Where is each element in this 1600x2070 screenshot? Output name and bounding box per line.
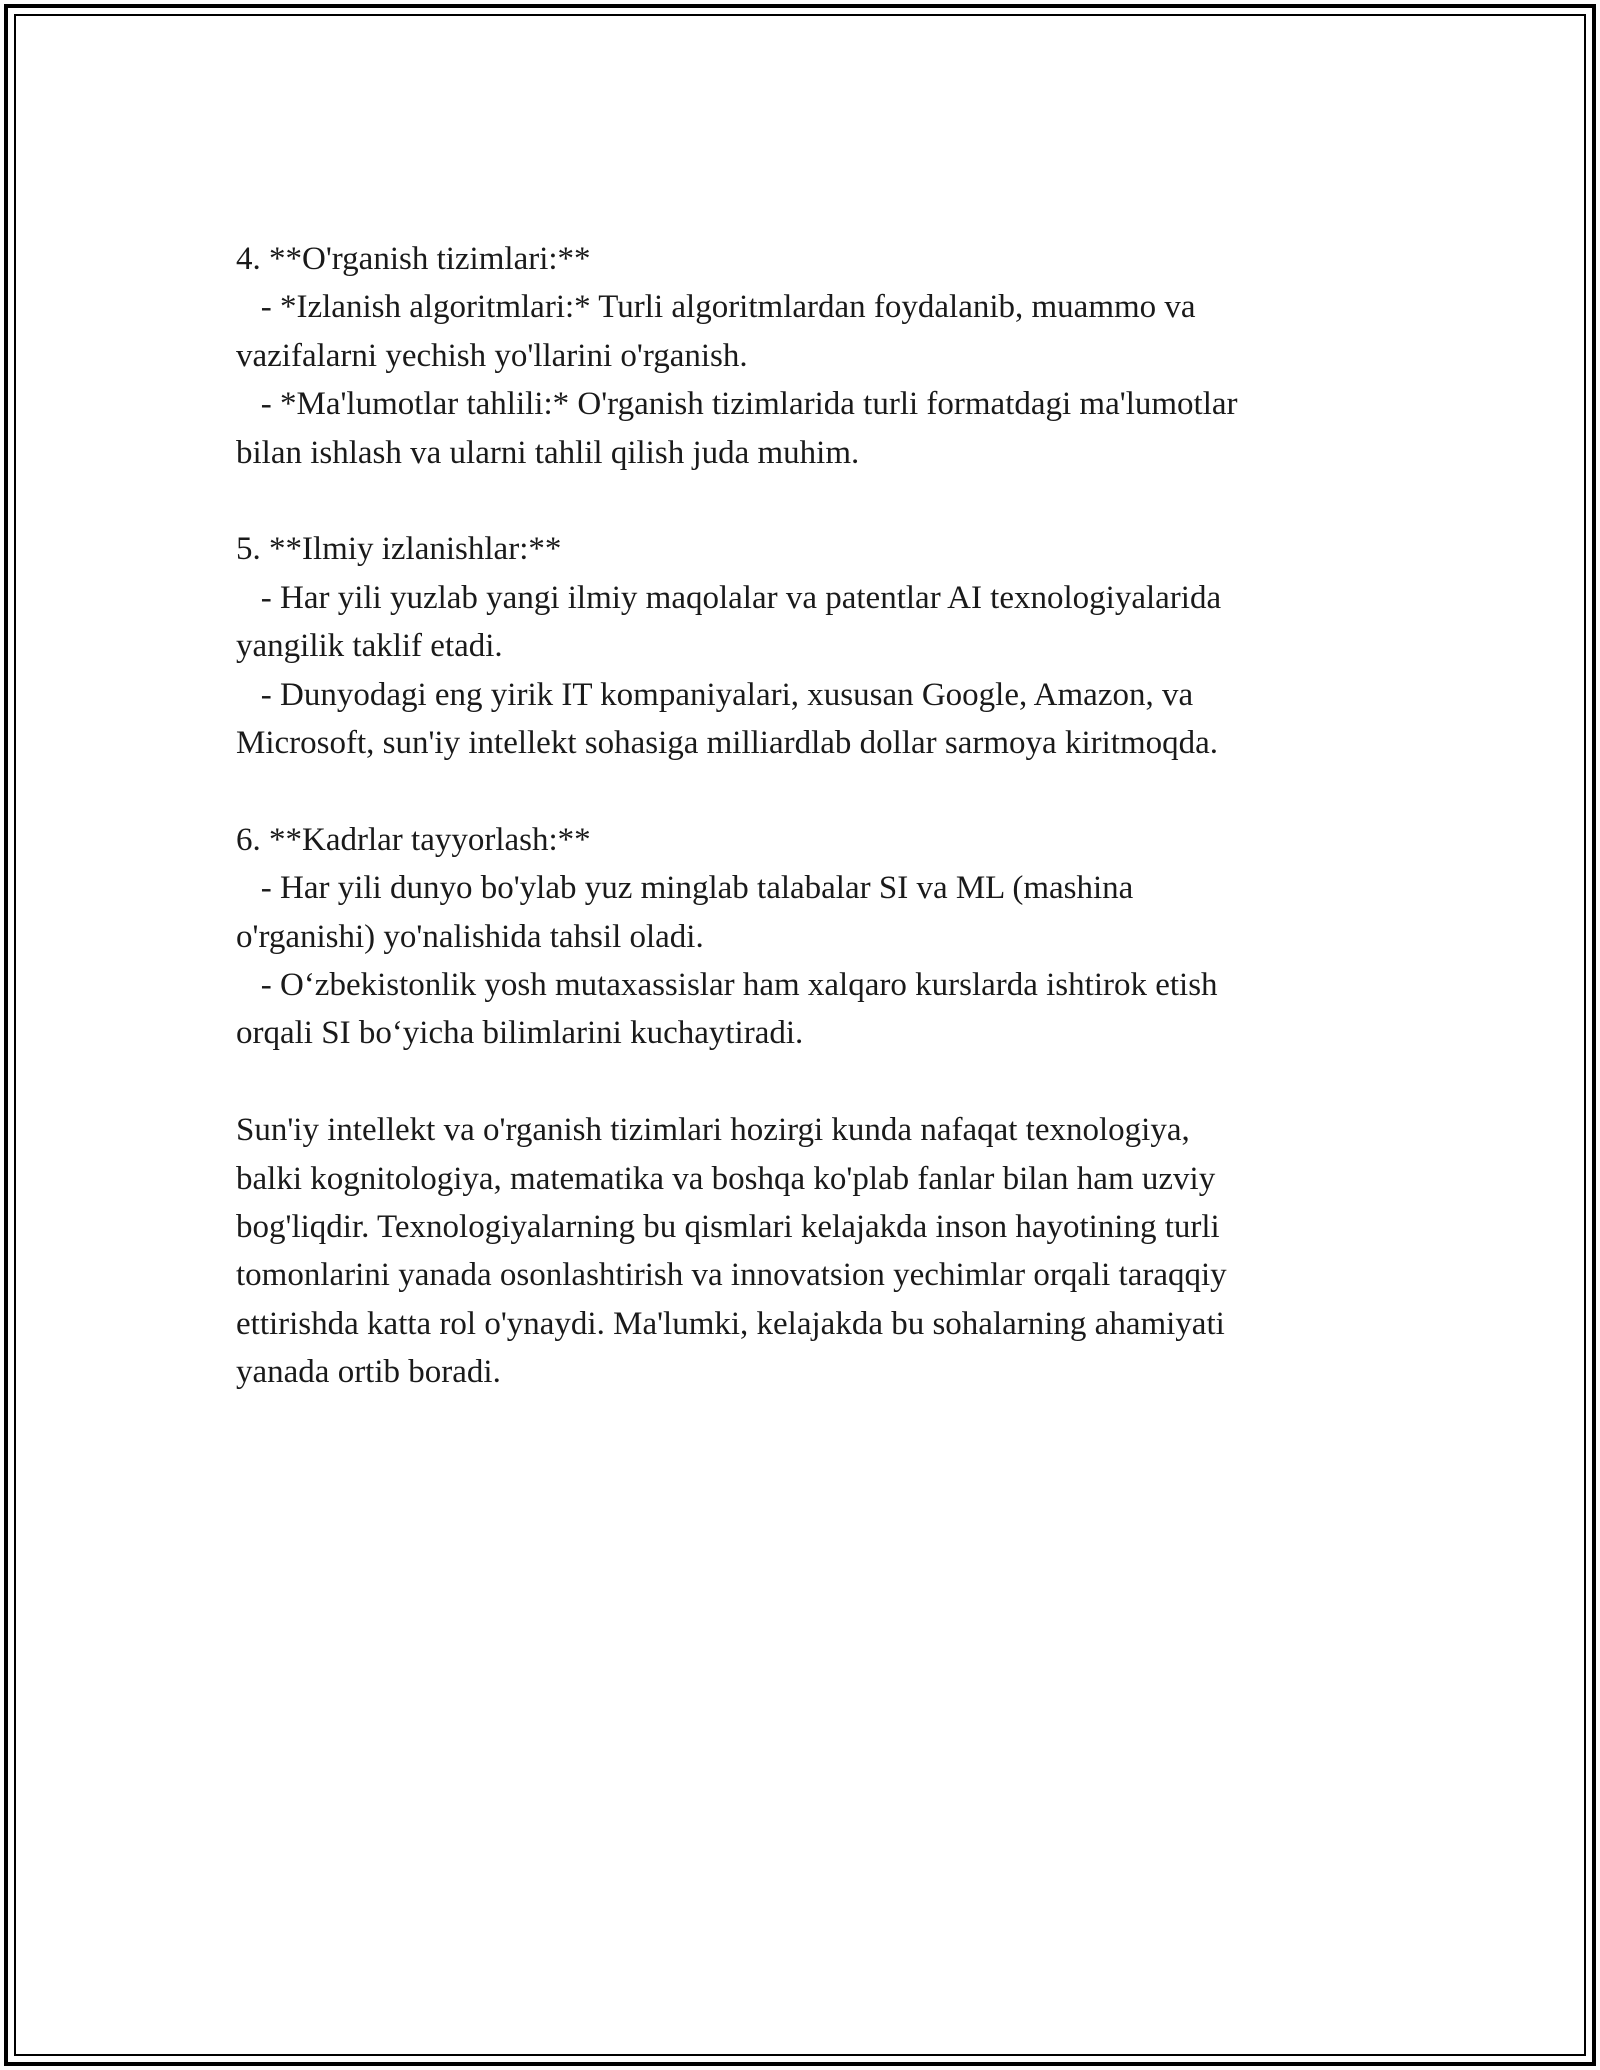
paragraph-line: tomonlarini yanada osonlashtirish va innovatsion yechimlar orqali taraqqiy: [236, 1257, 1227, 1294]
paragraph-line: balki kognitologiya, matematika va boshqa ko'plab fanlar bilan ham uzviy: [236, 1160, 1216, 1197]
conclusion-paragraph: [236, 1106, 1366, 1396]
bullet-line: yangilik taklif etadi.: [236, 628, 503, 665]
paragraph-line: Sun'iy intellekt va o'rganish tizimlari hozirgi kunda nafaqat texnologiya,: [236, 1112, 1190, 1149]
section-learning-systems: [236, 235, 1366, 477]
bullet-line: vazifalarni yechish yo'llarini o'rganish.: [236, 337, 748, 374]
paragraph-line: yanada ortib boradi.: [236, 1354, 501, 1391]
document-body: [236, 235, 1366, 1445]
paragraph-line: ettirishda katta rol o'ynaydi. Ma'lumki, kelajakda bu sohalarning ahamiyati: [236, 1305, 1225, 1342]
section-heading: 6. **Kadrlar tayyorlash:**: [236, 821, 591, 858]
bullet-line: bilan ishlash va ularni tahlil qilish juda muhim.: [236, 434, 860, 471]
bullet-line: - O‘zbekistonlik yosh mutaxassislar ham xalqaro kurslarda ishtirok etish: [236, 967, 1218, 1004]
bullet-line: - Dunyodagi eng yirik IT kompaniyalari, xususan Google, Amazon, va: [236, 676, 1194, 713]
section-heading: 4. **O'rganish tizimlari:**: [236, 241, 591, 277]
section-heading: 5. **Ilmiy izlanishlar:**: [236, 531, 562, 568]
paragraph-line: bog'liqdir. Texnologiyalarning bu qismlari kelajakda inson hayotining turli: [236, 1209, 1220, 1246]
bullet-line: orqali SI bo‘yicha bilimlarini kuchaytiradi.: [236, 1015, 804, 1052]
bullet-line: - Har yili yuzlab yangi ilmiy maqolalar va patentlar AI texnologiyalarida: [236, 579, 1222, 616]
section-personnel-training: [236, 816, 1366, 1058]
section-scientific-research: [236, 525, 1366, 767]
bullet-line: Microsoft, sun'iy intellekt sohasiga milliardlab dollar sarmoya kiritmoqda.: [236, 725, 1219, 762]
bullet-line: o'rganishi) yo'nalishida tahsil oladi.: [236, 918, 704, 955]
bullet-line: - *Izlanish algoritmlari:* Turli algoritmlardan foydalanib, muammo va: [236, 289, 1196, 326]
bullet-line: - Har yili dunyo bo'ylab yuz minglab talabalar SI va ML (mashina: [236, 870, 1134, 907]
bullet-line: - *Ma'lumotlar tahlili:* O'rganish tizimlarida turli formatdagi ma'lumotlar: [236, 386, 1238, 423]
